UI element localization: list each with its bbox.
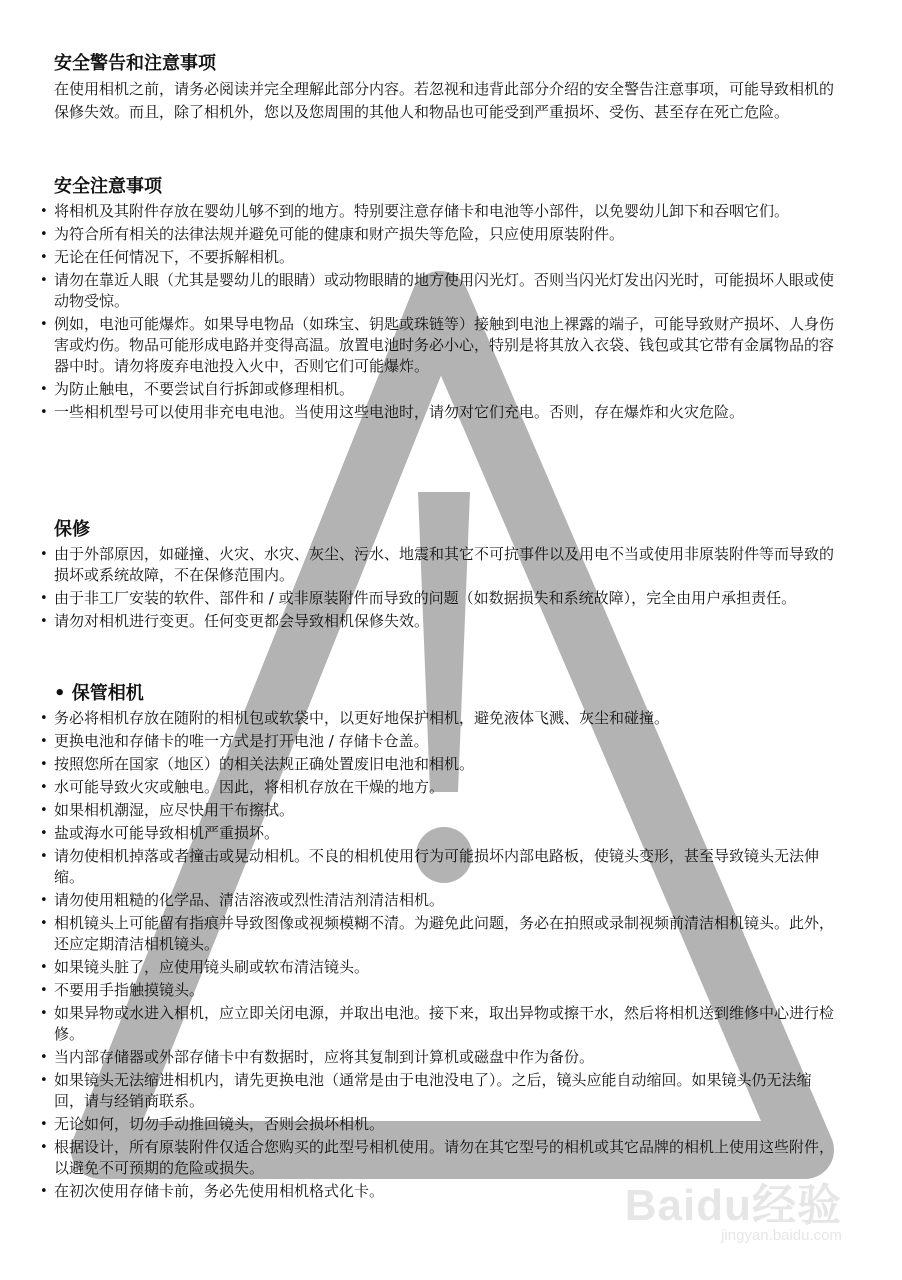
section-warnings xyxy=(54,52,834,124)
list-item: • 相机镜头上可能留有指痕并导致图像或视频模糊不清。为避免此问题，务必在拍照或录制视频前清洁相机镜头。此外，还应定期清洁相机镜头。 xyxy=(40,913,834,955)
storage-list xyxy=(54,708,834,1202)
section-title: 安全警告和注意事项 xyxy=(54,53,216,74)
list-item: • 将相机及其附件存放在婴幼儿够不到的地方。特别要注意存储卡和电池等小部件，以免婴幼儿卸下和吞咽它们。 xyxy=(40,201,834,222)
list-item: • 请勿对相机进行变更。任何变更都会导致相机保修失效。 xyxy=(40,611,834,632)
list-item: • 请勿使相机掉落或者撞击或晃动相机。不良的相机使用行为可能损坏内部电路板，使镜头变形，甚至导致镜头无法伸缩。 xyxy=(40,846,834,888)
list-item: • 在初次使用存储卡前，务必先使用相机格式化卡。 xyxy=(40,1181,834,1202)
section-title: 保修 xyxy=(54,519,90,540)
list-item: • 如果异物或水进入相机，应立即关闭电源，并取出电池。接下来，取出异物或擦干水，然后将相机送到维修中心进行检修。 xyxy=(40,1003,834,1045)
list-item: • 由于非工厂安装的软件、部件和 / 或非原装附件而导致的问题（如数据损失和系统故障），完全由用户承担责任。 xyxy=(40,588,834,609)
baidu-watermark xyxy=(625,1169,842,1244)
list-item: • 根据设计，所有原装附件仅适合您购买的此型号相机使用。请勿在其它型号的相机或其它品牌的相机上使用这些附件，以避免不可预期的危险或损失。 xyxy=(40,1137,834,1179)
list-item: • 当内部存储器或外部存储卡中有数据时，应将其复制到计算机或磁盘中作为备份。 xyxy=(40,1047,834,1068)
section-title: • 保管相机 xyxy=(54,682,834,706)
list-item: • 务必将相机存放在随附的相机包或软袋中，以更好地保护相机，避免液体飞溅、灰尘和碰撞。 xyxy=(40,708,834,729)
list-item: • 如果镜头脏了，应使用镜头刷或软布清洁镜头。 xyxy=(40,957,834,978)
list-item: • 例如，电池可能爆炸。如果导电物品（如珠宝、钥匙或珠链等）接触到电池上裸露的端子，可能导致财产损坏、人身伤害或灼伤。物品可能形成电路并变得高温。放置电池时务必小心，特别是将其放入衣袋、钱包或其它带有金属物品的容器中时。请勿将废弃电池投入火中，否则它们可能爆炸。 xyxy=(40,314,834,377)
list-item: • 一些相机型号可以使用非充电电池。当使用这些电池时，请勿对它们充电。否则，存在爆炸和火灾危险。 xyxy=(40,402,834,423)
watermark-url: jingyan.baidu.com xyxy=(721,1227,842,1244)
safety-list xyxy=(54,201,834,423)
list-item: • 更换电池和存储卡的唯一方式是打开电池 / 存储卡仓盖。 xyxy=(40,731,834,752)
section-safety xyxy=(54,175,834,425)
list-item: • 不要用手指触摸镜头。 xyxy=(40,980,834,1001)
list-item: • 为符合所有相关的法律法规并避免可能的健康和财产损失等危险，只应使用原装附件。 xyxy=(40,224,834,245)
list-item: • 为防止触电，不要尝试自行拆卸或修理相机。 xyxy=(40,379,834,400)
section-title: 安全注意事项 xyxy=(54,176,162,197)
list-item: • 盐或海水可能导致相机严重损坏。 xyxy=(40,823,834,844)
list-item: • 水可能导致火灾或触电。因此，将相机存放在干燥的地方。 xyxy=(40,777,834,798)
list-item: • 由于外部原因，如碰撞、火灾、水灾、灰尘、污水、地震和其它不可抗事件以及用电不当或使用非原装附件等而导致的损坏或系统故障，不在保修范围内。 xyxy=(40,544,834,586)
section-warranty xyxy=(54,518,834,634)
intro-paragraph: 在使用相机之前，请务必阅读并完全理解此部分内容。若忽视和违背此部分介绍的安全警告注意事项，可能导致相机的保修失效。而且，除了相机外，您以及您周围的其他人和物品也可能受到严重损坏、受伤、甚至存在死亡危险。 xyxy=(54,80,835,121)
list-item: • 无论在任何情况下，不要拆解相机。 xyxy=(40,247,834,268)
list-item: • 如果相机潮湿，应尽快用干布擦拭。 xyxy=(40,800,834,821)
list-item: • 无论如何，切勿手动推回镜头，否则会损坏相机。 xyxy=(40,1114,834,1135)
list-item: • 如果镜头无法缩进相机内，请先更换电池（通常是由于电池没电了）。之后，镜头应能自动缩回。如果镜头仍无法缩回，请与经销商联系。 xyxy=(40,1070,834,1112)
watermark-brand: Baidu经验 xyxy=(624,1181,842,1230)
list-item: • 按照您所在国家（地区）的相关法规正确处置废旧电池和相机。 xyxy=(40,754,834,775)
list-item: • 请勿使用粗糙的化学品、清洁溶液或烈性清洁剂清洁相机。 xyxy=(40,890,834,911)
section-storage xyxy=(54,682,834,1204)
warranty-list xyxy=(54,544,834,632)
list-item: • 请勿在靠近人眼（尤其是婴幼儿的眼睛）或动物眼睛的地方使用闪光灯。否则当闪光灯发出闪光时，可能损坏人眼或使动物受惊。 xyxy=(40,270,834,312)
